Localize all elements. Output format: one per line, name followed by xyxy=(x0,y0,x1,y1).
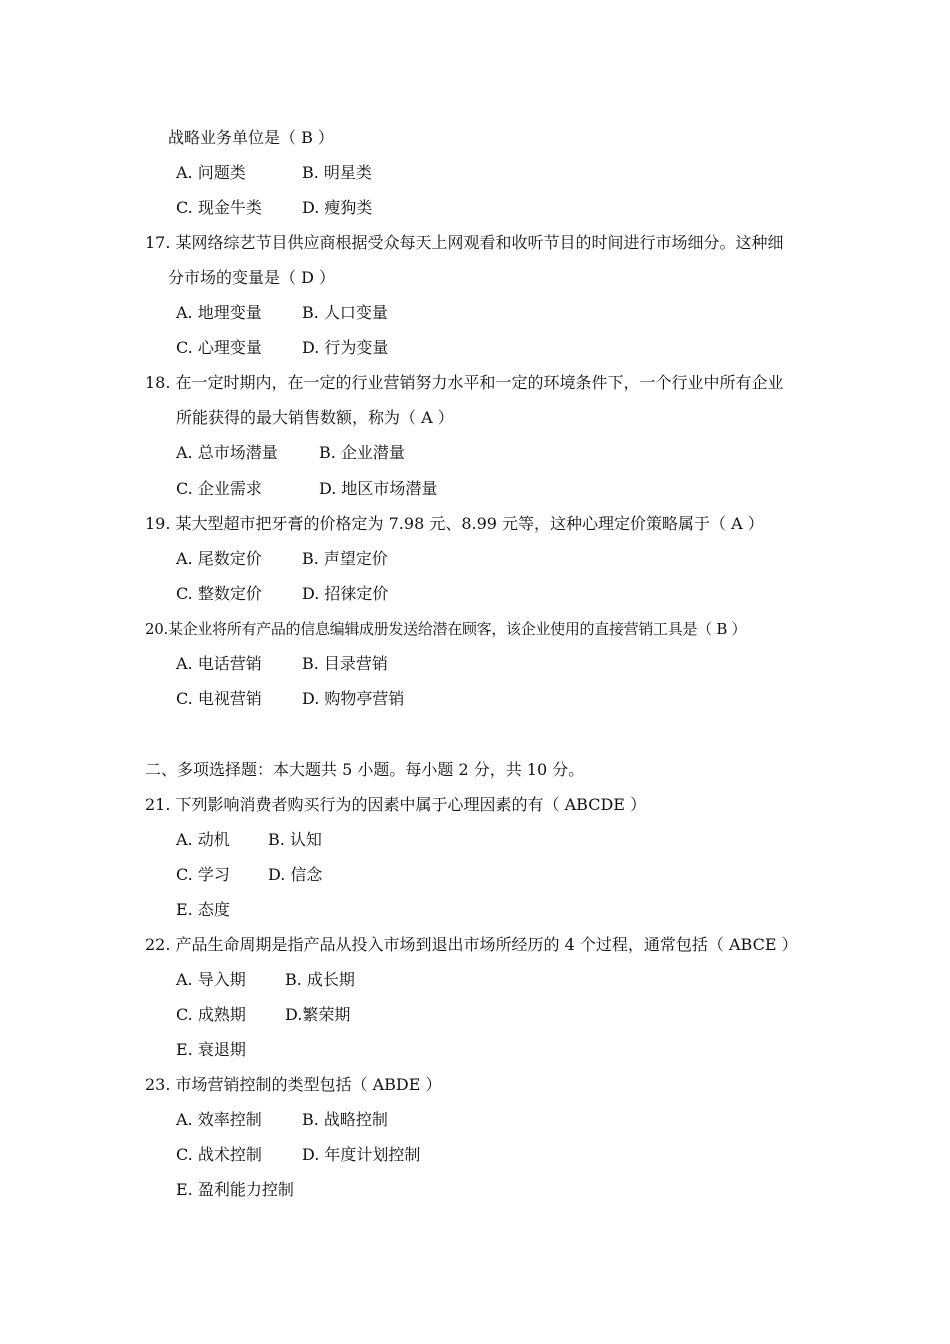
q16-stem-cont: 战略业务单位是（ B ） xyxy=(168,128,334,147)
q22-option-c: C. 成熟期 xyxy=(176,1005,246,1024)
q22-option-e: E. 衰退期 xyxy=(176,1040,246,1059)
q17-stem-line2: 分市场的变量是（ D ） xyxy=(168,268,336,287)
q17-option-c: C. 心理变量 xyxy=(176,338,262,357)
q21-option-d: D. 信念 xyxy=(268,865,323,884)
q23-stem-line1: 23. 市场营销控制的类型包括（ ABDE ） xyxy=(145,1075,442,1094)
q17-option-b: B. 人口变量 xyxy=(302,303,388,322)
q22-stem-line1: 22. 产品生命周期是指产品从投入市场到退出市场所经历的 4 个过程，通常包括（ ABCE ） xyxy=(145,935,798,954)
q23-option-a: A. 效率控制 xyxy=(176,1110,262,1129)
q21-option-a: A. 动机 xyxy=(176,830,230,849)
q23-option-e: E. 盈利能力控制 xyxy=(176,1180,294,1199)
q21-option-b: B. 认知 xyxy=(268,830,322,849)
q20-option-c: C. 电视营销 xyxy=(176,689,262,708)
q18-option-a: A. 总市场潜量 xyxy=(176,443,278,462)
q17-stem-line1: 17. 某网络综艺节目供应商根据受众每天上网观看和收听节目的时间进行市场细分。这种细 xyxy=(145,233,784,252)
q18-stem-line2: 所能获得的最大销售数额，称为（ A ） xyxy=(176,408,454,427)
q17-option-a: A. 地理变量 xyxy=(176,303,262,322)
q18-stem-line1: 18. 在一定时期内，在一定的行业营销努力水平和一定的环境条件下，一个行业中所有企业 xyxy=(145,373,784,392)
q18-option-d: D. 地区市场潜量 xyxy=(319,479,438,498)
q23-option-d: D. 年度计划控制 xyxy=(302,1145,421,1164)
q16-option-a: A. 问题类 xyxy=(176,163,246,182)
q21-stem-line1: 21. 下列影响消费者购买行为的因素中属于心理因素的有（ ABCDE ） xyxy=(145,795,647,814)
q18-option-b: B. 企业潜量 xyxy=(319,443,405,462)
q21-option-e: E. 态度 xyxy=(176,900,230,919)
q23-option-b: B. 战略控制 xyxy=(302,1110,388,1129)
q19-option-d: D. 招徕定价 xyxy=(302,584,389,603)
q16-option-b: B. 明星类 xyxy=(302,163,372,182)
q16-option-d: D. 瘦狗类 xyxy=(302,198,373,217)
q23-option-c: C. 战术控制 xyxy=(176,1145,262,1164)
section-heading: 二、多项选择题：本大题共 5 小题。每小题 2 分，共 10 分。 xyxy=(145,760,585,779)
q22-option-d: D.繁荣期 xyxy=(285,1005,351,1024)
q20-option-d: D. 购物亭营销 xyxy=(302,689,405,708)
q20-option-a: A. 电话营销 xyxy=(176,654,262,673)
q19-option-a: A. 尾数定价 xyxy=(176,549,262,568)
q20-stem-line1: 20.某企业将所有产品的信息编辑成册发送给潜在顾客，该企业使用的直接营销工具是（ B ） xyxy=(145,620,747,638)
q21-option-c: C. 学习 xyxy=(176,865,230,884)
q18-option-c: C. 企业需求 xyxy=(176,479,262,498)
q19-option-b: B. 声望定价 xyxy=(302,549,388,568)
q17-option-d: D. 行为变量 xyxy=(302,338,389,357)
q22-option-a: A. 导入期 xyxy=(176,970,246,989)
q16-option-c: C. 现金牛类 xyxy=(176,198,262,217)
q22-option-b: B. 成长期 xyxy=(285,970,355,989)
q19-option-c: C. 整数定价 xyxy=(176,584,262,603)
q19-stem-line1: 19. 某大型超市把牙膏的价格定为 7.98 元、8.99 元等，这种心理定价策略属于（ A ） xyxy=(145,514,764,533)
q20-option-b: B. 目录营销 xyxy=(302,654,388,673)
